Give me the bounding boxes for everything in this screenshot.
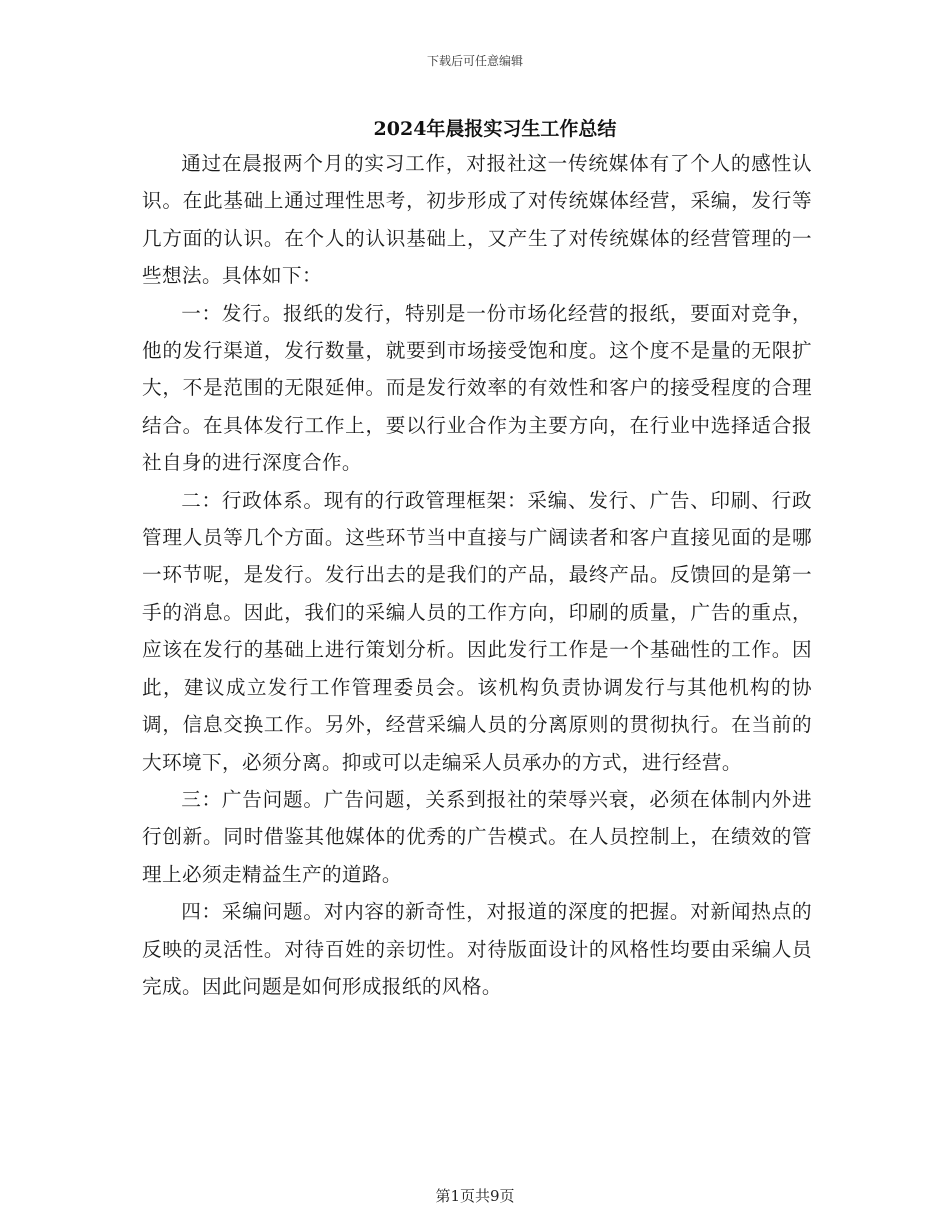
paragraph-distribution: 一：发行。报纸的发行，特别是一份市场化经营的报纸，要面对竞争，他的发行渠道，发行数量，就要到市场接受饱和度。这个度不是量的无限扩大，不是范围的无限延伸。而是发行效率的有效性和客户的接受程度的合理结合。在具体发行工作上，要以行业合作为主要方向，在行业中选择适合报社自身的进行深度合作。	[142, 301, 812, 475]
paragraph-administration: 二：行政体系。现有的行政管理框架：采编、发行、广告、印刷、行政管理人员等几个方面。这些环节当中直接与广阔读者和客户直接见面的是哪一环节呢，是发行。发行出去的是我们的产品，最终产品。反馈回的是第一手的消息。因此，我们的采编人员的工作方向，印刷的质量，广告的重点，应该在发行的基础上进行策划分析。因此发行工作是一个基础性的工作。因此，建议成立发行工作管理委员会。该机构负责协调发行与其他机构的协调，信息交换工作。另外，经营采编人员的分离原则的贯彻执行。在当前的大环境下，必须分离。抑或可以走编采人员承办的方式，进行经营。	[142, 488, 812, 774]
document-body	[142, 145, 812, 1005]
paragraph-intro: 通过在晨报两个月的实习工作，对报社这一传统媒体有了个人的感性认识。在此基础上通过理性思考，初步形成了对传统媒体经营，采编，发行等几方面的认识。在个人的认识基础上，又产生了对传统媒体的经营管理的一些想法。具体如下：	[142, 152, 812, 288]
document-title: 2024年晨报实习生工作总结	[373, 118, 617, 140]
page-number: 第1页共9页	[435, 1187, 515, 1205]
paragraph-editorial: 四：采编问题。对内容的新奇性，对报道的深度的把握。对新闻热点的反映的灵活性。对待百姓的亲切性。对待版面设计的风格性均要由采编人员完成。因此问题是如何形成报纸的风格。	[142, 900, 812, 998]
paragraph-advertising: 三：广告问题。广告问题，关系到报社的荣辱兴衰，必须在体制内外进行创新。同时借鉴其他媒体的优秀的广告模式。在人员控制上，在绩效的管理上必须走精益生产的道路。	[142, 787, 812, 886]
page-header-note: 下载后可任意编辑	[426, 54, 523, 68]
